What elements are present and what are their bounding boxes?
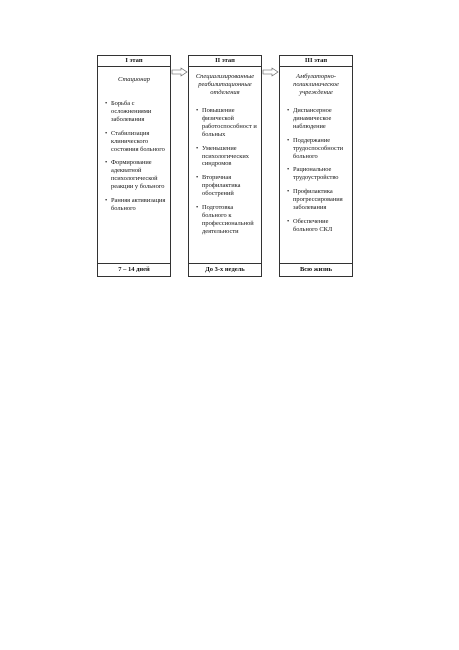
list-item: • Подготовка больного к профессиональной деятельности xyxy=(196,204,258,236)
list-item: • Рациональное трудоустройство xyxy=(287,166,349,182)
stage-duration: 7 – 14 дней xyxy=(98,263,170,276)
list-item: • Вторичная профилактика обострений xyxy=(196,174,258,198)
stage-goals-list xyxy=(280,107,352,234)
stage-title: III этап xyxy=(280,56,352,67)
list-item: • Стабилизация клинического состояния больного xyxy=(105,130,167,154)
stage-goals-list xyxy=(98,100,170,213)
stage-subtitle: Стационар xyxy=(118,76,150,83)
stage-subtitle: Амбулаторно-поликлиническое учреждение xyxy=(293,73,339,96)
stage-goals-list xyxy=(189,107,261,236)
list-item: • Уменьшение психологических синдромов xyxy=(196,145,258,169)
list-item: • Повышение физической работоспособност и больных xyxy=(196,107,258,139)
stage-title: II этап xyxy=(189,56,261,67)
list-item: • Борьба с осложнениями заболевания xyxy=(105,100,167,124)
rehab-stages-diagram xyxy=(97,55,344,277)
list-item: • Обеспечение больного СКЛ xyxy=(287,218,349,234)
list-item: • Диспансерное динамическое наблюдение xyxy=(287,107,349,131)
stage-duration: Всю жизнь xyxy=(280,263,352,276)
right-arrow-icon xyxy=(171,67,188,77)
right-arrow-icon xyxy=(262,67,279,77)
stage-title: I этап xyxy=(98,56,170,67)
list-item: • Ранняя активизация больного xyxy=(105,197,167,213)
stage-subtitle: Специализированные реабилитационные отделения xyxy=(195,73,255,96)
list-item: • Профилактика прогрессирования заболевания xyxy=(287,188,349,212)
list-item: • Формирование адекватной психологической реакции у больного xyxy=(105,159,167,191)
list-item: • Поддержание трудоспособности больного xyxy=(287,137,349,161)
stage-duration: До 3-х недель xyxy=(189,263,261,276)
stage-column-2 xyxy=(188,55,262,277)
stage-column-1 xyxy=(97,55,171,277)
stage-column-3 xyxy=(279,55,353,277)
